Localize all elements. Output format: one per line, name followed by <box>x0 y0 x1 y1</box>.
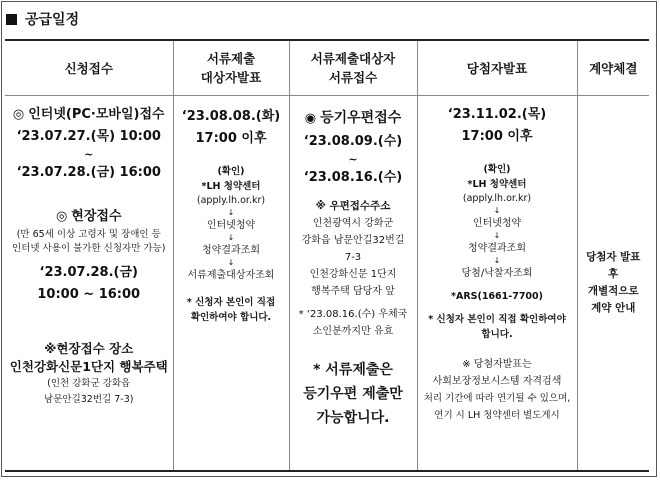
down-arrow-icon: ↓ <box>227 208 235 217</box>
radio-dot-icon: ◉ <box>304 111 317 126</box>
section-header <box>6 8 79 30</box>
schedule-table <box>5 39 649 472</box>
cell-document-target: ‘23.08.08.(화) 17:00 이후 (확인) *LH 청약센터 (apply.lh.or.kr) ↓ 인터넷청약 ↓ 청약결과조회 ↓ 서류제출대상자조회 * 신청자 본인이 직접 확인하여야 합니다. <box>173 96 289 472</box>
mail-method-title: ◉ 등기우편접수 <box>304 110 402 126</box>
down-arrow-icon: ↓ <box>493 206 501 215</box>
schedule-row <box>5 96 649 472</box>
header-document-target: 서류제출 대상자발표 <box>173 40 289 96</box>
cell-contract: 당첨자 발표 후 개별적으로 계약 안내 <box>577 96 649 472</box>
section-title: 공급일정 <box>25 12 80 28</box>
black-square-icon <box>6 14 17 25</box>
cell-winner-announcement: ‘23.11.02.(목) 17:00 이후 (확인) *LH 청약센터 (apply.lh.or.kr) ↓ 인터넷청약 ↓ 청약결과조회 ↓ 당첨/낙찰자조회 *ARS(1661-7700) * 신청자 본인이 직접 확인하여야 합니다. ※ 당첨자발표는 사회보장정보시스템 자격검색 처리 기간에 따라 연기될 수 있으며, 연기 시 LH 청약센터 별도게시 <box>417 96 577 472</box>
online-title: ◎ 인터넷(PC·모바일)접수 <box>12 107 165 122</box>
header-row <box>5 40 649 96</box>
header-contract: 계약체결 <box>577 40 649 96</box>
double-circle-icon: ◎ <box>12 107 25 122</box>
down-arrow-icon: ↓ <box>493 231 501 240</box>
header-document-submission: 서류제출대상자 서류접수 <box>289 40 417 96</box>
cell-application: ◎ 인터넷(PC·모바일)접수 ‘23.07.27.(목) 10:00 ~ ‘23.07.28.(금) 16:00 ◎ 현장접수 (만 65세 이상 고령자 및 장애인 등 인터넷 사용이 불가한 신청자만 가능) ‘23.07.28.(금) 10:00 ~ 16:00 ※현장접수 장소 인천강화신문1단지 행복주택 (인천 강화군 강화읍 남문안길32번길 7-3) <box>5 96 173 472</box>
onsite-title: ◎ 현장접수 <box>55 209 122 224</box>
double-circle-icon: ◎ <box>55 209 68 224</box>
down-arrow-icon: ↓ <box>227 233 235 242</box>
header-winner-announcement: 당첨자발표 <box>417 40 577 96</box>
cell-document-submission: ◉ 등기우편접수 ‘23.08.09.(수) ~ ‘23.08.16.(수) ※ 우편접수주소 인천광역시 강화군 강화읍 남문안길32번길 7-3 인천강화신문 1단지 행복주택 담당자 앞 * ‘23.08.16.(수) 우체국 소인분까지만 유효 * 서류제출은 등기우편 제출만 가능합니다. <box>289 96 417 472</box>
header-application: 신청접수 <box>5 40 173 96</box>
down-arrow-icon: ↓ <box>493 256 501 265</box>
down-arrow-icon: ↓ <box>227 258 235 267</box>
